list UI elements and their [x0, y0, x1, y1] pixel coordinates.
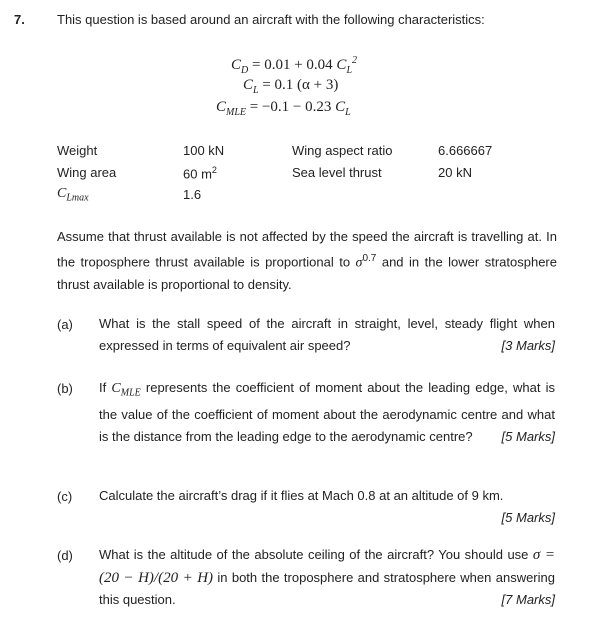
aspect-ratio-value: 6.666667 [438, 143, 493, 158]
part-a-text: What is the stall speed of the aircraft in straight, level, steady flight when expressed in terms of equivalent air speed? [3 Marks] [99, 313, 555, 356]
thrust-label: Sea level thrust [292, 165, 382, 180]
wing-area-value: 60 $m^2$ [183, 165, 217, 182]
part-d-label: (d) [57, 548, 73, 563]
wing-area-label: Wing area [57, 165, 117, 180]
part-d-marks: [7 Marks] [501, 592, 555, 607]
part-b-marks: [5 Marks] [501, 428, 555, 444]
thrust-value: 20 kN [438, 165, 472, 180]
weight-value: 100 kN [183, 143, 225, 158]
clmax-value: 1.6 [183, 187, 202, 202]
part-a-marks: [3 Marks] [501, 337, 555, 353]
part-c-label: (c) [57, 489, 73, 504]
question-number: 7. [14, 12, 25, 27]
intro-text: This question is based around an aircraft with the following characteristics: [57, 12, 485, 27]
equation-cd: $C_D = 0.01 + 0.04$ $C_L^2$ [231, 55, 357, 76]
assumption-paragraph: Assume that thrust available is not affected by the speed the aircraft is travelling at. In the troposphere thrust available is proportional to $\sigma^{0.7}$ and in the lower stratosphere thrust available is proportional to density. [57, 229, 557, 293]
weight-label: Weight [57, 143, 98, 158]
equation-cmle: $C_{MLE} = -0.1 - 0.23$ $C_L$ [216, 99, 351, 118]
equation-cl: $C_L = 0.1$ (α + 3) [243, 77, 339, 96]
clmax-label: $C_{Lmax}$ [57, 186, 89, 204]
part-c-marks: [5 Marks] [501, 509, 555, 525]
part-d-text: What is the altitude of the absolute ceiling of the aircraft? You should use σ = (20 − H)/(20 + H) in both the troposphere and stratosphere when answering this question. [7 Marks] [99, 544, 555, 611]
part-b-label: (b) [57, 381, 73, 396]
part-b-text: If $C_{MLE}$ represents the coefficient of moment about the leading edge, what is the value of the coefficient of moment about the aerodynamic centre and what is the distance from the leading edge to the aerodynamic centre? [5 Marks] [99, 377, 555, 447]
part-a-label: (a) [57, 317, 73, 332]
aspect-ratio-label: Wing aspect ratio [292, 143, 393, 158]
part-c-text: Calculate the aircraft’s drag if it flies at Mach 0.8 at an altitude of 9 km. [5 Marks] [99, 485, 555, 528]
